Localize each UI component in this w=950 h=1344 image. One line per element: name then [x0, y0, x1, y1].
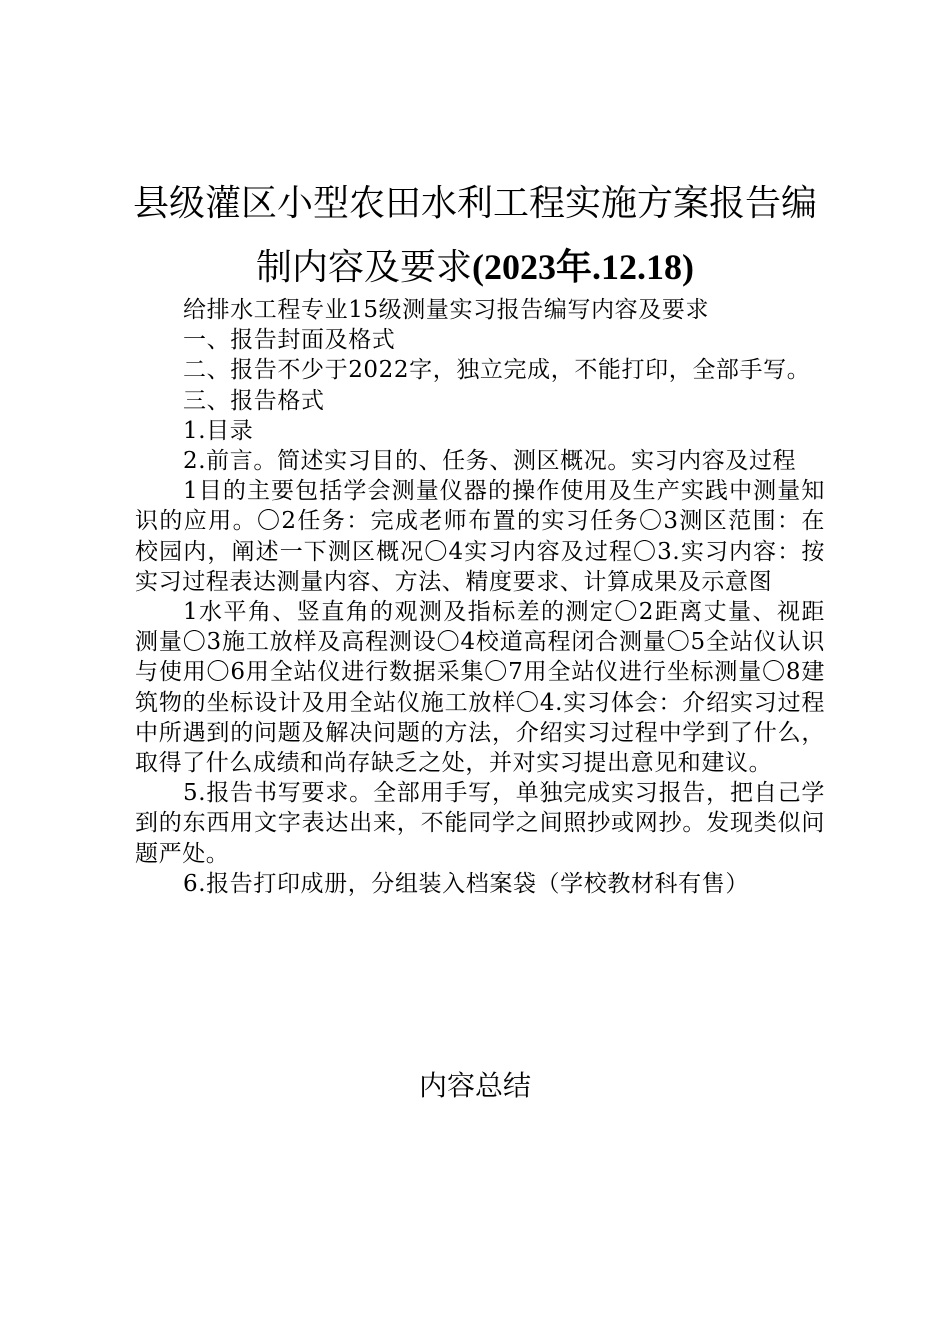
body-paragraph: 1目的主要包括学会测量仪器的操作使用及生产实践中测量知识的应用。〇2任务：完成老师布置的实习任务〇3测区范围：在校园内，阐述一下测区概况〇4实习内容及过程〇3.实习内容：按实习过程表达测量内容、方法、精度要求、计算成果及示意图 — [135, 478, 825, 595]
body-paragraph: 2.前言。简述实习目的、任务、测区概况。实习内容及过程 — [183, 448, 797, 475]
body-paragraph: 1水平角、竖直角的观测及指标差的测定〇2距离丈量、视距测量〇3施工放样及高程测设〇4校道高程闭合测量〇5全站仪认识与使用〇6用全站仪进行数据采集〇7用全站仪进行坐标测量〇8建筑物的坐标设计及用全站仪施工放样〇4.实习体会：介绍实习过程中所遇到的问题及解决问题的方法，介绍实习过程中学到了什么，取得了什么成绩和尚存缺乏之处，并对实习提出意见和建议。 — [135, 599, 825, 777]
body-paragraph: 6.报告打印成册，分组装入档案袋（学校教材科有售） — [183, 870, 749, 897]
body-paragraph: 5.报告书写要求。全部用手写，单独完成实习报告，把自己学到的东西用文字表达出来，不能同学之间照抄或网抄。发现类似问题严处。 — [135, 780, 825, 867]
document-title-line-2 — [100, 243, 850, 292]
body-paragraph: 给排水工程专业15级测量实习报告编写内容及要求 — [183, 297, 710, 323]
title-date: (2023年.12.18) — [472, 247, 694, 287]
summary-heading: 内容总结 — [418, 1069, 531, 1102]
body-paragraph: 二、报告不少于2022字，独立完成，不能打印，全部手写。 — [183, 357, 811, 384]
body-paragraph: 一、报告封面及格式 — [183, 327, 396, 354]
body-paragraph: 1.目录 — [183, 417, 254, 444]
title-text: 制内容及要求 — [256, 247, 473, 288]
document-title-line-1: 县级灌区小型农田水利工程实施方案报告编 — [132, 183, 817, 224]
document-body — [135, 295, 825, 899]
body-paragraph: 三、报告格式 — [183, 387, 325, 414]
